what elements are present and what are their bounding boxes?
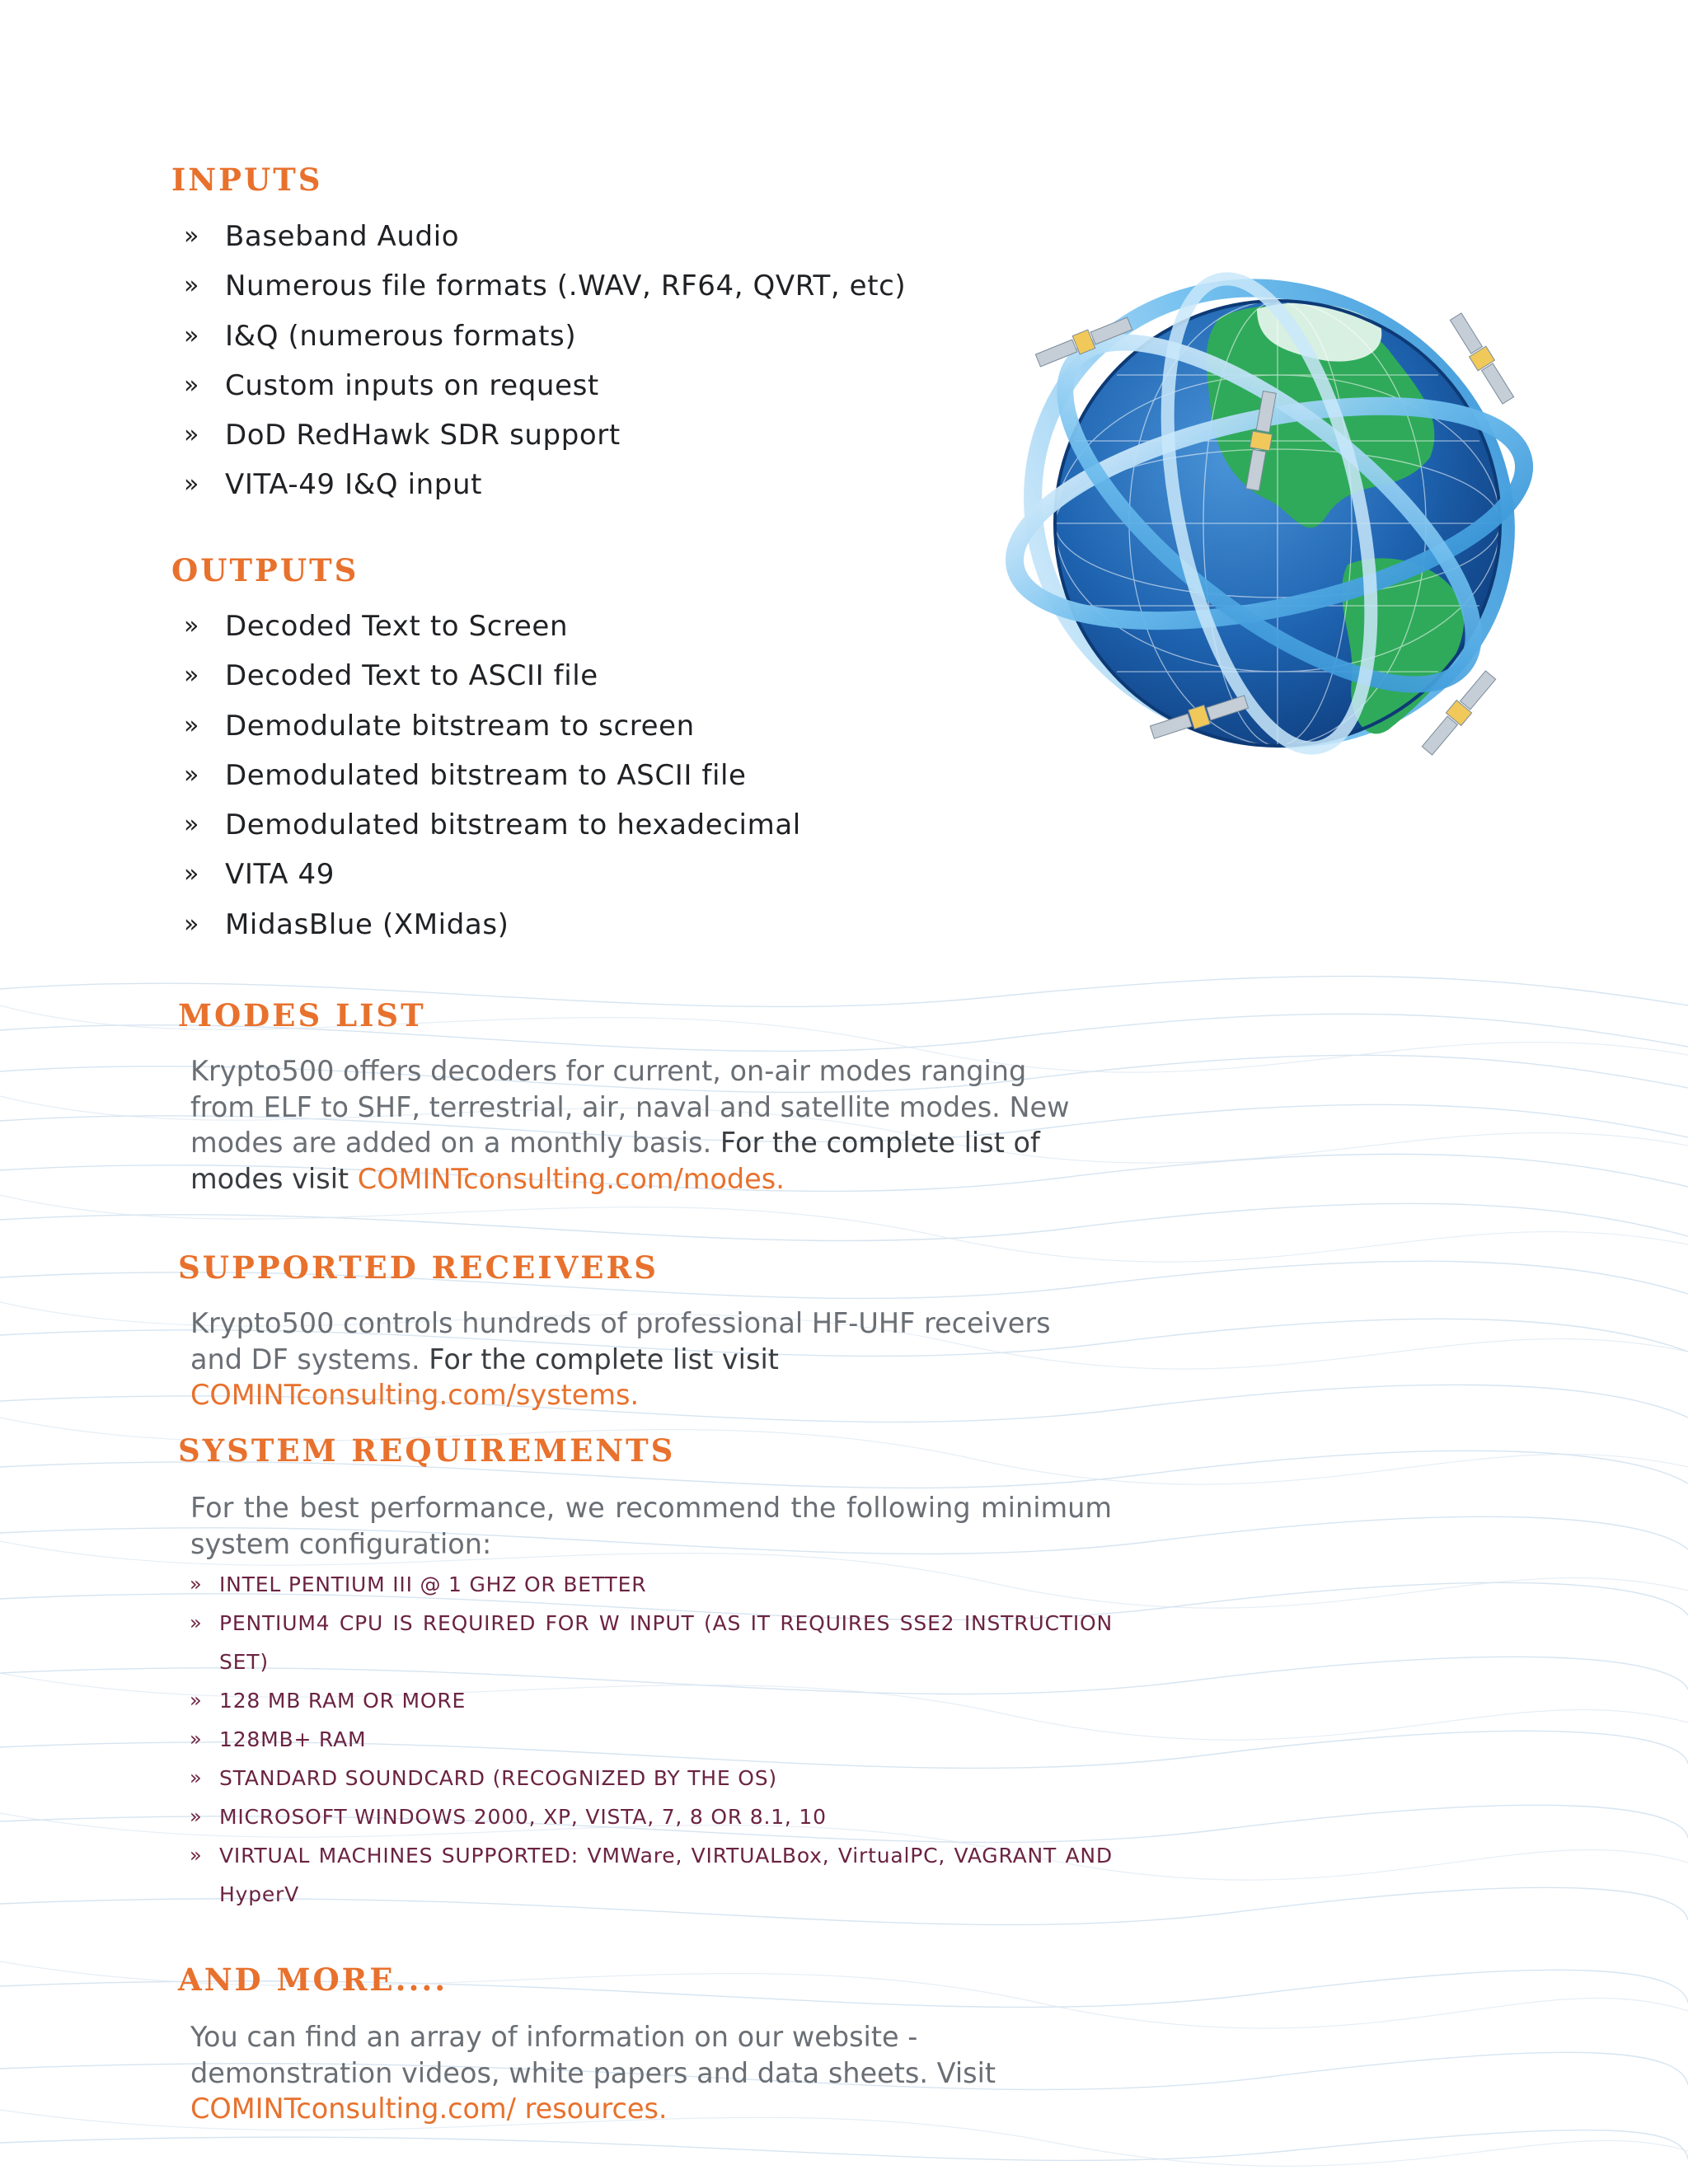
inputs-list (184, 212, 906, 510)
bullet-chevron-icon: » (184, 909, 199, 939)
modes-text-dark: For the complete list of modes visit (190, 1127, 1040, 1195)
bullet-chevron-icon: » (190, 1689, 203, 1712)
list-item (190, 1720, 1113, 1759)
bullet-chevron-icon: » (184, 222, 199, 251)
list-item-text: 128MB+ RAM (219, 1727, 367, 1751)
bullet-chevron-icon: » (184, 810, 199, 840)
list-item (184, 701, 801, 751)
receivers-heading: SUPPORTED RECEIVERS (178, 1249, 659, 1286)
outputs-heading: OUTPUTS (171, 552, 359, 588)
receivers-text: Krypto500 controls hundreds of professional HF-UHF receivers and DF systems. (190, 1307, 1051, 1376)
list-item-text: MICROSOFT WINDOWS 2000, XP, VISTA, 7, 8 OR 8.1, 10 (219, 1805, 827, 1829)
bullet-chevron-icon: » (184, 321, 199, 350)
list-item-text: VITA 49 (225, 858, 335, 892)
list-item (190, 1604, 1113, 1681)
more-text: You can find an array of information on our website - demonstration videos, white papers and data sheets. Visit (190, 2021, 996, 2089)
bullet-chevron-icon: » (190, 1572, 203, 1596)
list-item (190, 1759, 1113, 1797)
modes-heading: MODES LIST (178, 997, 426, 1033)
list-item-text: PENTIUM4 CPU IS REQUIRED FOR W INPUT (AS IT REQUIRES SSE2 INSTRUCTION SET) (219, 1611, 1113, 1674)
list-item-text: STANDARD SOUNDCARD (RECOGNIZED BY THE OS) (219, 1766, 777, 1790)
more-link[interactable]: COMINTconsulting.com/ resources. (190, 2093, 668, 2125)
list-item-text: I&Q (numerous formats) (225, 319, 577, 353)
list-item (184, 651, 801, 701)
list-item (190, 1797, 1113, 1836)
more-heading: AND MORE.... (178, 1961, 448, 1998)
receivers-text-dark: For the complete list visit (420, 1343, 779, 1376)
list-item (190, 1681, 1113, 1720)
list-item (184, 602, 801, 651)
bullet-chevron-icon: » (190, 1805, 203, 1828)
requirements-intro: For the best performance, we recommend the following minimum system configuration: (190, 1492, 1112, 1560)
list-item (190, 1836, 1113, 1914)
bullet-chevron-icon: » (184, 710, 199, 740)
requirements-list (190, 1565, 1113, 1914)
list-item (184, 900, 801, 949)
inputs-heading: INPUTS (171, 162, 323, 198)
list-item-text: Numerous file formats (.WAV, RF64, QVRT, etc) (225, 269, 907, 303)
bullet-chevron-icon: » (184, 860, 199, 889)
receivers-link[interactable]: COMINTconsulting.com/systems. (190, 1379, 640, 1411)
receivers-paragraph (190, 1305, 1097, 1413)
modes-text: Krypto500 offers decoders for current, on-air modes ranging from ELF to SHF, terrestrial, air, naval and satellite modes. New modes are added on a monthly basis. (190, 1055, 1070, 1159)
list-item (184, 410, 906, 460)
bullet-chevron-icon: » (184, 271, 199, 301)
list-item-text: VIRTUAL MACHINES SUPPORTED: VMWare, VIRTUALBox, VirtualPC, VAGRANT AND HyperV (219, 1844, 1113, 1906)
bullet-chevron-icon: » (190, 1766, 203, 1789)
outputs-list (184, 602, 801, 949)
modes-paragraph (190, 1053, 1081, 1197)
bullet-chevron-icon: » (184, 612, 199, 640)
bullet-chevron-icon: » (190, 1727, 203, 1750)
list-item-text: Baseband Audio (225, 220, 460, 253)
bullet-chevron-icon: » (190, 1611, 203, 1634)
list-item-text: 128 MB RAM OR MORE (219, 1689, 467, 1713)
bullet-chevron-icon: » (184, 470, 199, 499)
list-item (184, 751, 801, 800)
list-item-text: MidasBlue (XMidas) (225, 907, 509, 941)
list-item (184, 312, 906, 361)
list-item-text: Demodulate bitstream to screen (225, 709, 695, 743)
list-item (184, 212, 906, 261)
bullet-chevron-icon: » (190, 1844, 203, 1867)
list-item-text: Demodulated bitstream to ASCII file (225, 758, 747, 792)
list-item-text: Decoded Text to ASCII file (225, 659, 598, 693)
list-item-text: DoD RedHawk SDR support (225, 419, 621, 452)
modes-link[interactable]: COMINTconsulting.com/modes. (357, 1162, 785, 1195)
bullet-chevron-icon: » (184, 661, 199, 691)
list-item-text: Decoded Text to Screen (225, 610, 569, 643)
list-item (184, 261, 906, 311)
list-item (184, 800, 801, 850)
list-item (184, 361, 906, 410)
globe-satellite-illustration (1001, 251, 1541, 791)
more-paragraph (190, 2019, 1105, 2127)
list-item-text: Demodulated bitstream to hexadecimal (225, 808, 801, 842)
list-item (184, 460, 906, 509)
bullet-chevron-icon: » (184, 420, 199, 450)
bullet-chevron-icon: » (184, 370, 199, 400)
bullet-chevron-icon: » (184, 760, 199, 790)
requirements-heading: SYSTEM REQUIREMENTS (178, 1432, 676, 1469)
list-item-text: VITA-49 I&Q input (225, 468, 483, 502)
list-item (190, 1565, 1113, 1604)
list-item-text: Custom inputs on request (225, 368, 599, 402)
list-item-text: INTEL PENTIUM III @ 1 GHZ OR BETTER (219, 1572, 647, 1596)
list-item (184, 850, 801, 899)
